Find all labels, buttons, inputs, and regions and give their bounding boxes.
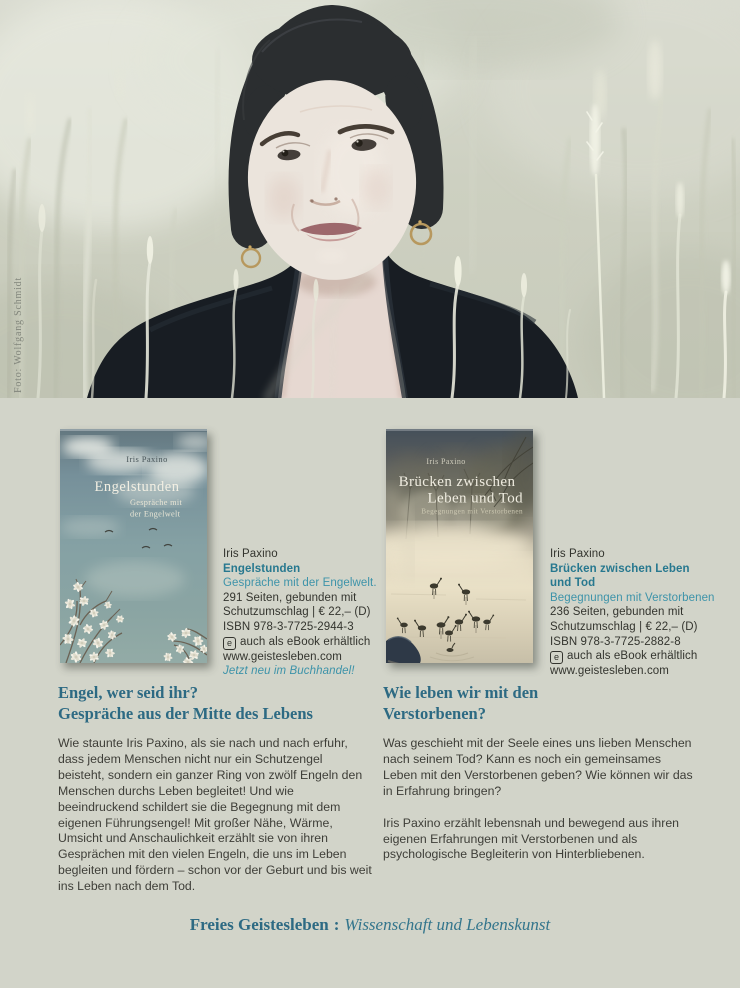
cover-title: Engelstunden — [94, 479, 180, 495]
cover-top-edge — [60, 429, 207, 431]
details-author: Iris Paxino — [223, 548, 278, 560]
details-title-line1: Brücken zwischen Leben — [550, 562, 690, 575]
ebook-text: auch als eBook erhältlich — [567, 650, 698, 663]
details-isbn: ISBN 978-3-7725-2882-8 — [550, 635, 681, 648]
body-text-engelstunden — [58, 736, 372, 911]
details-binding-price: Schutzumschlag | € 22,– (D) — [223, 606, 371, 619]
details-website: www.geistesleben.com — [223, 650, 342, 663]
footer-separator: : — [333, 915, 340, 934]
photo-credit: Foto: Wolfgang Schmidt — [13, 276, 24, 393]
details-ebook-line — [223, 635, 377, 650]
body-text-bruecken — [383, 736, 697, 879]
details-title: Engelstunden — [223, 562, 301, 575]
author-photo — [0, 0, 740, 398]
publisher-tagline: Wissenschaft und Lebenskunst — [344, 915, 551, 934]
details-author: Iris Paxino — [550, 548, 605, 560]
details-subtitle: Gespräche mit der Engelwelt. — [223, 577, 377, 590]
details-title-line2: und Tod — [550, 577, 596, 590]
book-cover-bruecken — [386, 429, 533, 663]
details-pages: 236 Seiten, gebunden mit — [550, 606, 684, 619]
publisher-footer — [0, 915, 740, 935]
book-details-engelstunden — [223, 547, 377, 679]
details-website: www.geistesleben.com — [550, 665, 669, 678]
cover-author: Iris Paxino — [426, 457, 466, 466]
paragraph: Wie staunte Iris Paxino, als sie nach und nach erfuhr, dass jedem Menschen nicht nur ein Schutzengel beisteht, sondern ein ganzer Ring von zwölf Engeln den Menschen durchs Leben begleitet! Und wie beeindruckend schildert sie die Begegnung mit dem eigenen Führungsengel! Mit großer Nähe, Wärme, Umsicht und Anschaulichkeit erzählt sie von ihren Gesprächen mit den vielen Engeln, die uns im Leben begleiten und fördern – schon vor der Geburt und bis weit ins Leben nach dem Tod. — [58, 736, 372, 894]
details-availability-note: Jetzt neu im Buchhandel! — [223, 665, 355, 678]
heading-engelstunden — [58, 682, 313, 724]
cover-subtitle: Begegnungen mit Verstorbenen — [421, 507, 523, 516]
details-ebook-line — [550, 649, 715, 664]
cover-subtitle-line1: Gespräche mit — [130, 498, 183, 507]
details-isbn: ISBN 978-3-7725-2944-3 — [223, 620, 354, 633]
heading-line2: Verstorbenen? — [383, 704, 486, 723]
heading-line2: Gespräche aus der Mitte des Lebens — [58, 704, 313, 723]
cover-title-line2: Leben und Tod — [427, 490, 523, 507]
heading-line1: Engel, wer seid ihr? — [58, 683, 198, 702]
paragraph: Iris Paxino erzählt lebensnah und bewegend aus ihren eigenen Erfahrungen mit Verstorbenen und als psychologische Begleiterin von Hinterbliebenen. — [383, 815, 680, 862]
cover-title-line1: Brücken zwischen — [398, 474, 516, 490]
paragraph: Was geschieht mit der Seele eines uns lieben Menschen nach seinem Tod? Kann es noch ein gemeinsames Leben mit den Verstorbenen geben? Wie können wir das in Erfahrung bringen? — [383, 736, 693, 798]
ebook-icon: e — [223, 637, 236, 650]
ebook-icon: e — [550, 651, 563, 664]
ebook-text: auch als eBook erhältlich — [240, 635, 371, 648]
details-subtitle: Begegnungen mit Verstorbenen — [550, 591, 715, 604]
details-pages: 291 Seiten, gebunden mit — [223, 591, 357, 604]
heading-bruecken — [383, 682, 538, 724]
cover-subtitle-line2: der Engelwelt — [130, 509, 181, 519]
details-binding-price: Schutzumschlag | € 22,– (D) — [550, 620, 698, 633]
book-details-bruecken — [550, 547, 715, 679]
book-cover-engelstunden — [60, 429, 207, 663]
publisher-name: Freies Geistesleben — [189, 915, 329, 934]
heading-line1: Wie leben wir mit den — [383, 683, 539, 702]
cover-author: Iris Paxino — [126, 454, 168, 464]
cover-top-edge — [386, 429, 533, 431]
